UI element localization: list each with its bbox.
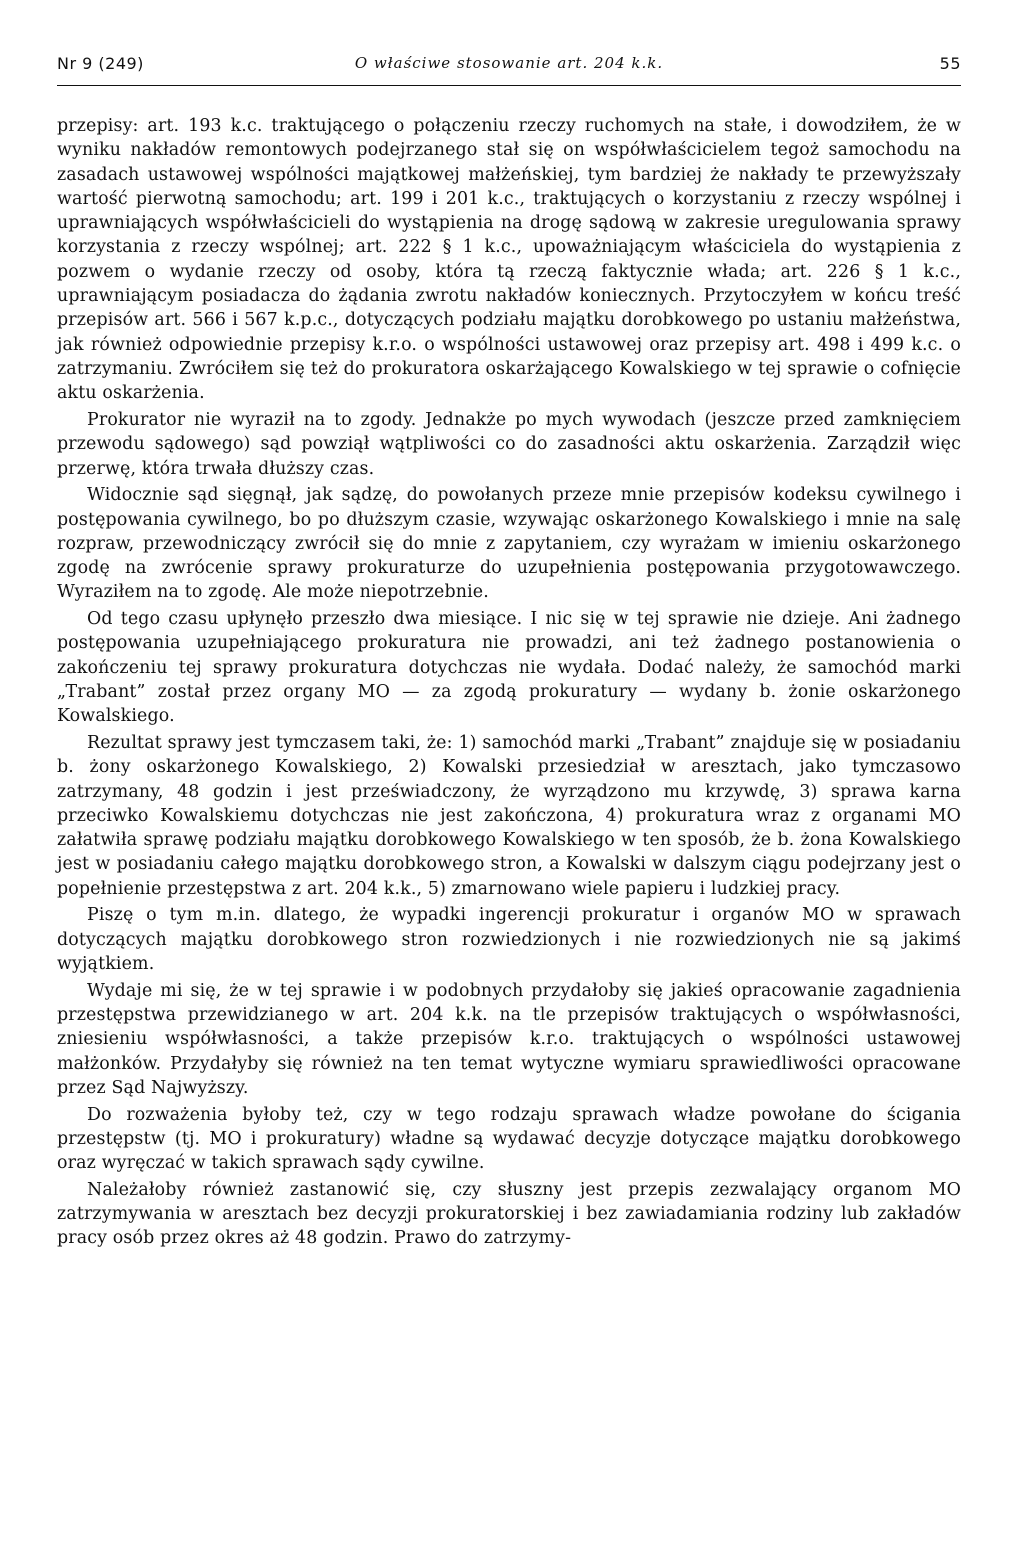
paragraph: Prokurator nie wyraził na to zgody. Jednakże po mych wywodach (jeszcze przed zamknięciem przewodu sądowego) sąd powziął wątpliwości co do zasadności aktu oskarżenia. Zarządził więc przerwę, która trwała dłuższy czas.	[57, 409, 961, 479]
paragraph: Należałoby również zastanowić się, czy słuszny jest przepis zezwalający organom MO zatrzymywania w aresztach bez decyzji prokuratorskiej i bez zawiadamiania rodziny lub zakładów pracy osób przez okres aż 48 godzin. Prawo do zatrzymy-	[57, 1179, 961, 1249]
article-body	[57, 114, 961, 1253]
paragraph: Wydaje mi się, że w tej sprawie i w podobnych przydałoby się jakieś opracowanie zagadnienia przestępstwa przewidzianego w art. 204 k.k. na tle przepisów traktujących o współwłasności, zniesieniu współwłasności, a także przepisów k.r.o. traktujących o wspólności ustawowej małżonków. Przydałyby się również na ten temat wytyczne wymiaru sprawiedliwości opracowane przez Sąd Najwyższy.	[57, 980, 961, 1098]
paragraph: przepisy: art. 193 k.c. traktującego o połączeniu rzeczy ruchomych na stałe, i dowodziłem, że w wyniku nakładów remontowych podejrzanego stał się on współwłaścicielem tegoż samochodu na zasadach ustawowej wspólności majątkowej małżeńskiej, tym bardziej że nakłady te przewyższały wartość pierwotną samochodu; art. 199 i 201 k.c., traktujących o korzystaniu z rzeczy wspólnej i uprawniających współwłaścicieli do wystąpienia na drogę sądową w zakresie uregulowania sprawy korzystania z rzeczy wspólnej; art. 222 § 1 k.c., upoważniającym właściciela do wystąpienia z pozwem o wydanie rzeczy od osoby, która tą rzeczą faktycznie włada; art. 226 § 1 k.c., uprawniającym posiadacza do żądania zwrotu nakładów koniecznych. Przytoczyłem w końcu treść przepisów art. 566 i 567 k.p.c., dotyczących podziału majątku dorobkowego po ustaniu małżeństwa, jak również odpowiednie przepisy k.r.o. o wspólności ustawowej oraz przepisy art. 498 i 499 k.c. o zatrzymaniu. Zwróciłem się też do prokuratora oskarżającego Kowalskiego w tej sprawie o cofnięcie aktu oskarżenia.	[57, 116, 961, 404]
issue-number: Nr 9 (249)	[57, 54, 144, 73]
running-header	[57, 54, 961, 80]
header-rule	[57, 85, 961, 86]
paragraph: Widocznie sąd sięgnął, jak sądzę, do powołanych przeze mnie przepisów kodeksu cywilnego i postępowania cywilnego, bo po dłuższym czasie, wzywając oskarżonego Kowalskiego i mnie na salę rozpraw, przewodniczący zwrócił się do mnie z zapytaniem, czy wyrażam w imieniu oskarżonego zgodę na zwrócenie sprawy prokuraturze do uzupełnienia postępowania przygotowawczego. Wyraziłem na to zgodę. Ale może niepotrzebnie.	[57, 485, 961, 603]
paragraph: Rezultat sprawy jest tymczasem taki, że: 1) samochód marki „Trabant” znajduje się w posiadaniu b. żony oskarżonego Kowalskiego, 2) Kowalski przesiedział w aresztach, jako tymczasowo zatrzymany, 48 godzin i jest przeświadczony, że wyrządzono mu krzywdę, 3) sprawa karna przeciwko Kowalskiemu dotychczas nie jest zakończona, 4) prokuratura wraz z organami MO załatwiła sprawę podziału majątku dorobkowego Kowalskiego w ten sposób, że b. żona Kowalskiego jest w posiadaniu całego majątku dorobkowego stron, a Kowalski w dalszym ciągu podejrzany jest o popełnienie przestępstwa z art. 204 k.k., 5) zmarnowano wiele papieru i ludzkiej pracy.	[57, 732, 961, 899]
running-title: O właściwe stosowanie art. 204 k.k.	[354, 54, 664, 72]
page-number: 55	[939, 54, 961, 73]
paragraph: Do rozważenia byłoby też, czy w tego rodzaju sprawach władze powołane do ścigania przestępstw (tj. MO i prokuratury) władne są wydawać decyzje dotyczące majątku dorobkowego oraz wyręczać w takich sprawach sądy cywilne.	[57, 1104, 961, 1174]
paragraph: Od tego czasu upłynęło przeszło dwa miesiące. I nic się w tej sprawie nie dzieje. Ani żadnego postępowania uzupełniającego prokuratura nie prowadzi, ani też żadnego postanowienia o zakończeniu tej sprawy prokuratura dotychczas nie wydała. Dodać należy, że samochód marki „Trabant” został przez organy MO — za zgodą prokuratury — wydany b. żonie oskarżonego Kowalskiego.	[57, 609, 961, 727]
paragraph: Piszę o tym m.in. dlatego, że wypadki ingerencji prokuratur i organów MO w sprawach dotyczących majątku dorobkowego stron rozwiedzionych i nie rozwiedzionych nie są jakimś wyjątkiem.	[57, 905, 961, 975]
